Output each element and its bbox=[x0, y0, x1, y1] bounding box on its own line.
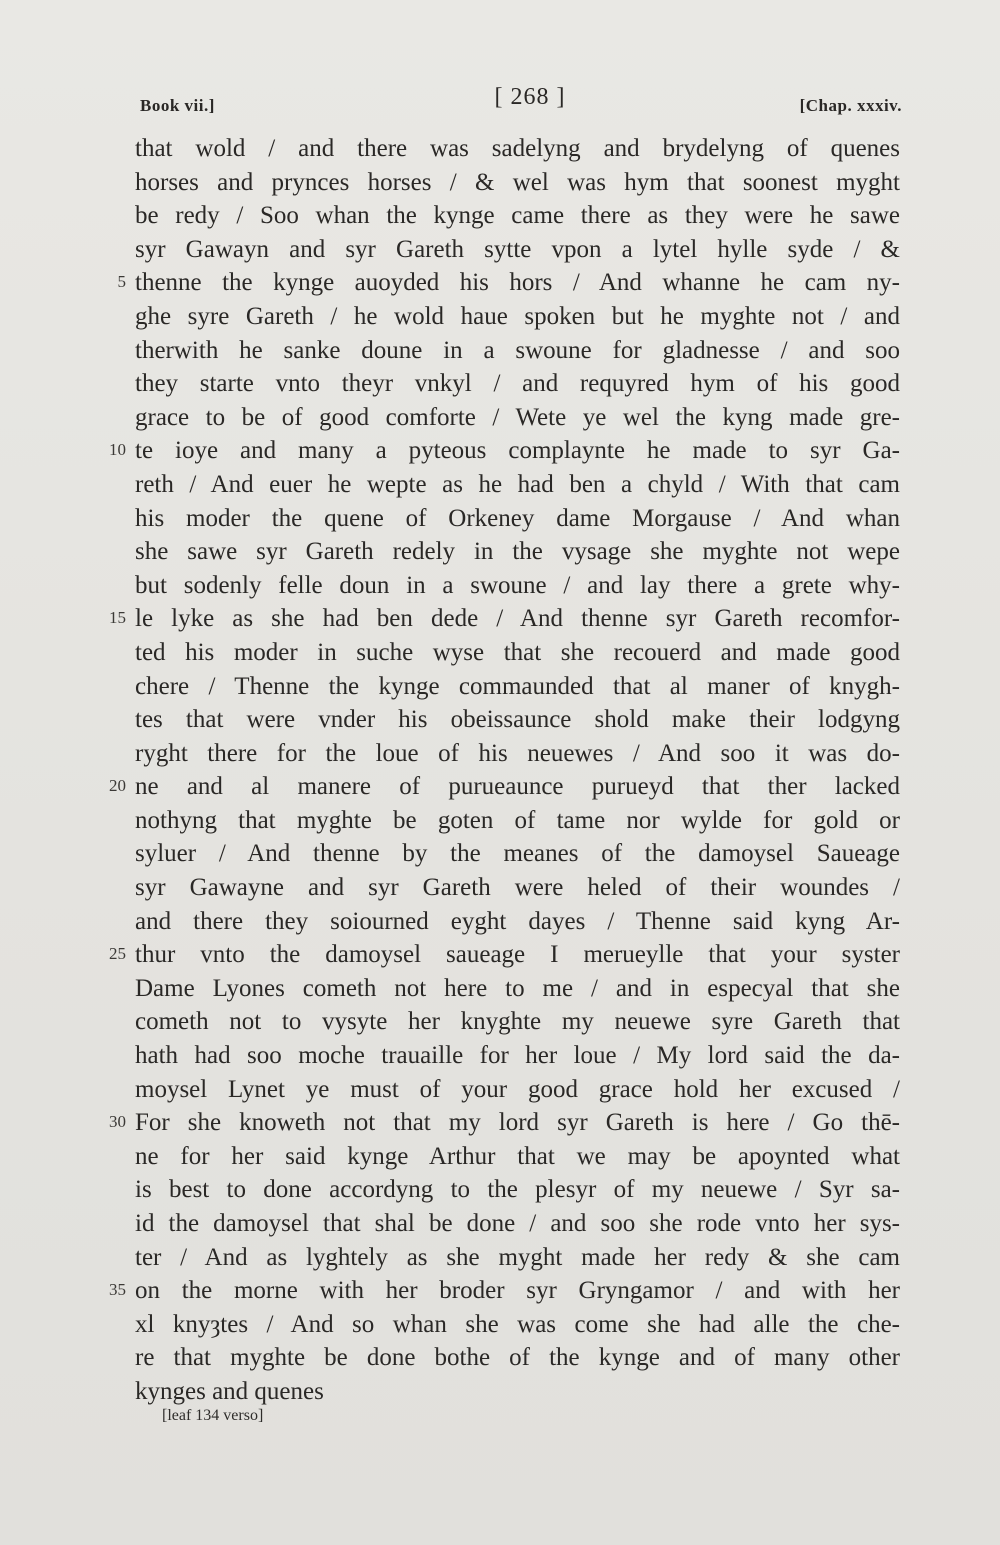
text-line bbox=[0, 1106, 1000, 1140]
line-text: on the morne with her broder syr Gryngamor / and with her bbox=[135, 1277, 900, 1305]
text-line bbox=[0, 871, 1000, 905]
line-number: 5 bbox=[117, 272, 126, 292]
text-line bbox=[0, 199, 1000, 233]
line-text: thenne the kynge auoyded his hors / And whanne he cam ny- bbox=[135, 269, 900, 297]
text-line bbox=[0, 972, 1000, 1006]
text-line bbox=[0, 233, 1000, 267]
text-line bbox=[0, 166, 1000, 200]
text-line bbox=[0, 569, 1000, 603]
line-number: 35 bbox=[109, 1280, 126, 1300]
text-line bbox=[0, 770, 1000, 804]
text-line bbox=[0, 468, 1000, 502]
line-text: hath had soo moche trauaille for her loue / My lord said the da- bbox=[135, 1042, 900, 1070]
line-text: le lyke as she had ben dede / And thenne syr Gareth recomfor- bbox=[135, 605, 900, 633]
line-text: For she knoweth not that my lord syr Gareth is here / Go thē- bbox=[135, 1109, 900, 1137]
text-line bbox=[0, 636, 1000, 670]
line-text: te ioye and many a pyteous complaynte he made to syr Ga- bbox=[135, 437, 900, 465]
line-text: ne and al manere of purueaunce purueyd that ther lacked bbox=[135, 773, 900, 801]
line-text: tes that were vnder his obeissaunce shold make their lodgyng bbox=[135, 706, 900, 734]
line-text: kynges and quenes bbox=[135, 1377, 324, 1405]
page-number: [ 268 ] bbox=[494, 84, 566, 110]
text-line bbox=[0, 434, 1000, 468]
line-text: ghe syre Gareth / he wold haue spoken but he myghte not / and bbox=[135, 302, 900, 330]
line-text: and there they soiourned eyght dayes / Thenne said kyng Ar- bbox=[135, 907, 900, 935]
line-text: chere / Thenne the kynge commaunded that al maner of knygh- bbox=[135, 672, 900, 700]
text-line bbox=[0, 266, 1000, 300]
line-number: 15 bbox=[109, 608, 126, 628]
text-line bbox=[0, 1207, 1000, 1241]
line-number: 25 bbox=[109, 944, 126, 964]
text-line bbox=[0, 1341, 1000, 1375]
text-line bbox=[0, 938, 1000, 972]
line-text: reth / And euer he wepte as he had ben a chyld / With that cam bbox=[135, 470, 900, 498]
line-number: 20 bbox=[109, 776, 126, 796]
line-text: syr Gawayne and syr Gareth were heled of their woundes / bbox=[135, 874, 900, 902]
line-text: is best to done accordyng to the plesyr of my neuewe / Syr sa- bbox=[135, 1176, 900, 1204]
line-text: thur vnto the damoysel saueage I merueylle that your syster bbox=[135, 941, 900, 969]
text-line bbox=[0, 1005, 1000, 1039]
line-text: cometh not to vysyte her knyghte my neuewe syre Gareth that bbox=[135, 1008, 900, 1036]
text-line bbox=[0, 334, 1000, 368]
text-line bbox=[0, 1140, 1000, 1174]
text-line bbox=[0, 670, 1000, 704]
line-text: they starte vnto theyr vnkyl / and requyred hym of his good bbox=[135, 370, 900, 398]
line-text: his moder the quene of Orkeney dame Morgause / And whan bbox=[135, 504, 900, 532]
line-text: Dame Lyones cometh not here to me / and in especyal that she bbox=[135, 974, 900, 1002]
line-text: syluer / And thenne by the meanes of the damoysel Saueage bbox=[135, 840, 900, 868]
body-text bbox=[0, 132, 1000, 1409]
text-line bbox=[0, 502, 1000, 536]
page-header bbox=[0, 84, 1000, 124]
text-line bbox=[0, 132, 1000, 166]
text-line bbox=[0, 300, 1000, 334]
book-reference: Book vii.] bbox=[140, 96, 215, 115]
text-line bbox=[0, 1308, 1000, 1342]
line-text: id the damoysel that shal be done / and soo she rode vnto her sys- bbox=[135, 1210, 900, 1237]
line-text: ter / And as lyghtely as she myght made her redy & she cam bbox=[135, 1243, 900, 1271]
line-text: nothyng that myghte be goten of tame nor wylde for gold or bbox=[135, 806, 900, 834]
text-line bbox=[0, 703, 1000, 737]
line-text: grace to be of good comforte / Wete ye wel the kyng made gre- bbox=[135, 403, 900, 431]
line-text: ne for her said kynge Arthur that we may be apoynted what bbox=[135, 1142, 900, 1170]
line-text: she sawe syr Gareth redely in the vysage she myghte not wepe bbox=[135, 538, 900, 566]
text-line bbox=[0, 804, 1000, 838]
line-number: 30 bbox=[109, 1112, 126, 1132]
leaf-note: [leaf 134 verso] bbox=[162, 1407, 264, 1424]
text-line bbox=[0, 1173, 1000, 1207]
text-line bbox=[0, 1073, 1000, 1107]
text-line bbox=[0, 1274, 1000, 1308]
line-text: that wold / and there was sadelyng and brydelyng of quenes bbox=[135, 135, 900, 162]
line-text: xl knyȝtes / And so whan she was come she had alle the che- bbox=[135, 1310, 900, 1338]
text-line bbox=[0, 837, 1000, 871]
line-text: be redy / Soo whan the kynge came there as they were he sawe bbox=[135, 202, 900, 230]
chapter-reference: [Chap. xxxiv. bbox=[799, 96, 902, 115]
text-line bbox=[0, 737, 1000, 771]
text-line bbox=[0, 367, 1000, 401]
line-text: syr Gawayn and syr Gareth sytte vpon a lytel hylle syde / & bbox=[135, 235, 900, 263]
line-text: moysel Lynet ye must of your good grace hold her excused / bbox=[135, 1075, 900, 1103]
line-text: horses and prynces horses / & wel was hym that soonest myght bbox=[135, 168, 900, 196]
text-line bbox=[0, 1241, 1000, 1275]
line-text: ryght there for the loue of his neuewes / And soo it was do- bbox=[135, 739, 900, 767]
text-line bbox=[0, 1375, 1000, 1409]
text-line bbox=[0, 1039, 1000, 1073]
line-text: ted his moder in suche wyse that she recouerd and made good bbox=[135, 638, 900, 666]
text-line bbox=[0, 535, 1000, 569]
line-text: but sodenly felle doun in a swoune / and lay there a grete why- bbox=[135, 571, 900, 599]
line-text: re that myghte be done bothe of the kynge and of many other bbox=[135, 1344, 900, 1372]
line-text: therwith he sanke doune in a swoune for gladnesse / and soo bbox=[135, 336, 900, 364]
text-line bbox=[0, 602, 1000, 636]
text-line bbox=[0, 905, 1000, 939]
line-number: 10 bbox=[109, 440, 126, 460]
text-line bbox=[0, 401, 1000, 435]
